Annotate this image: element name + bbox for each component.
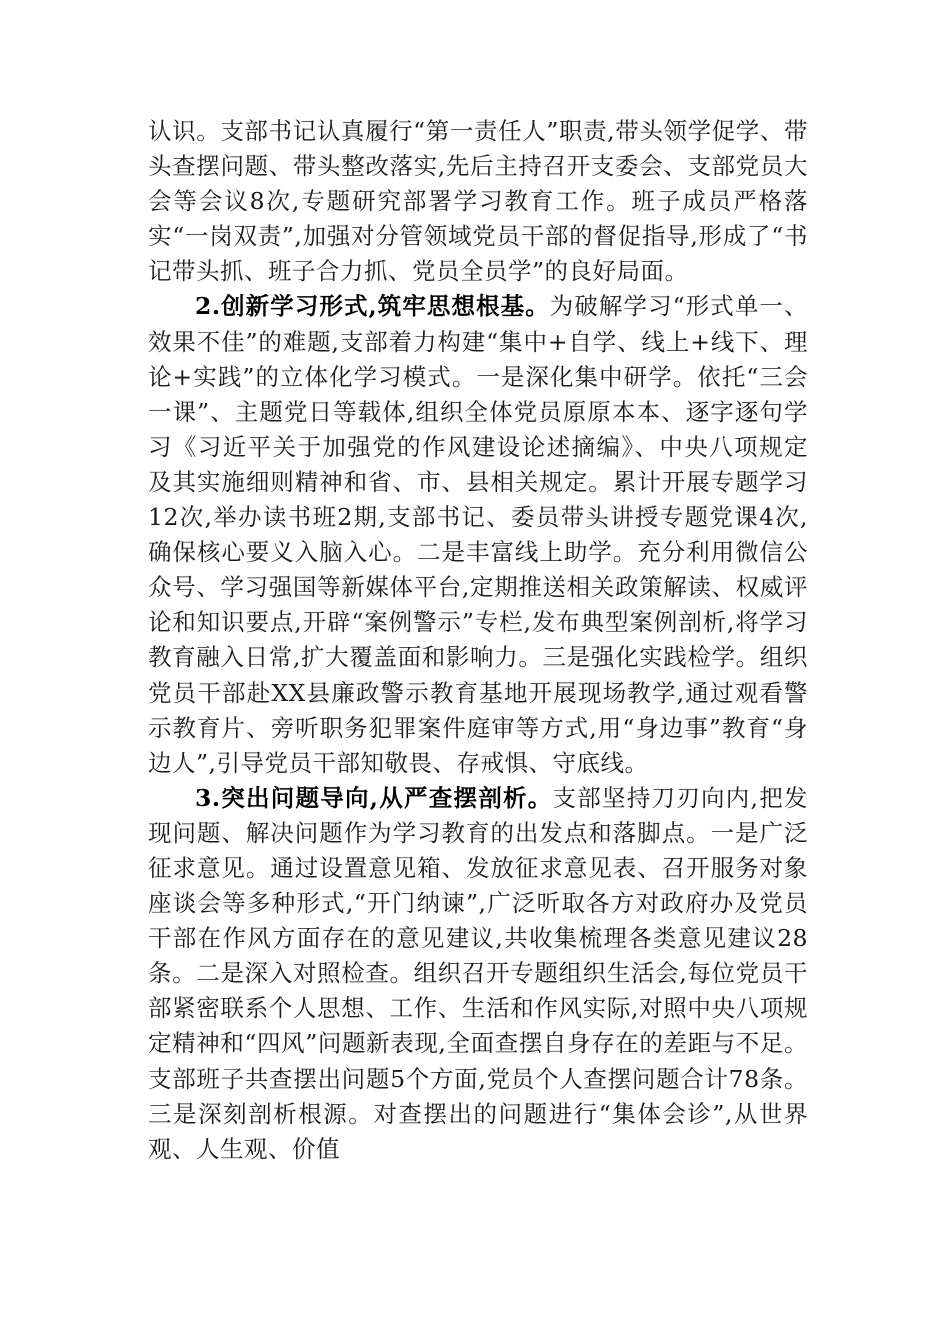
paragraph-text: 为破解学习“形式单一、效果不佳”的难题,支部着力构建“集中+自学、线上+线下、理论+实践”的立体化学习模式。一是深化集中研学。依托“三会一课”、主题党日等载体,组织全体党员原原本本、逐字逐句学习《习近平关于加强党的作风建设论述摘编》、中央八项规定及其实施细则精神和省、市、县相关规定。累计开展专题学习12次,举办读书班2期,支部书记、委员带头讲授专题党课4次,确保核心要义入脑入心。二是丰富线上助学。充分利用微信公众号、学习强国等新媒体平台,定期推送相关政策解读、权威评论和知识要点,开辟“案例警示”专栏,发布典型案例剖析,将学习教育融入日常,扩大覆盖面和影响力。三是强化实践检学。组织党员干部赴XX县廉政警示教育基地开展现场教学,通过观看警示教育片、旁听职务犯罪案件庭审等方式,用“身边事”教育“身边人”,引导党员干部知敬畏、存戒惧、守底线。	[148, 292, 809, 777]
paragraph-innovate-learning	[148, 289, 808, 780]
paragraph-problem-oriented	[148, 781, 808, 1167]
document-body	[148, 114, 808, 1167]
paragraph-continuation	[148, 114, 808, 289]
paragraph-heading: 3.突出问题导向,从严查摆剖析。	[195, 783, 553, 812]
paragraph-heading: 2.创新学习形式,筑牢思想根基。	[195, 292, 550, 321]
paragraph-text: 支部坚持刀刃向内,把发现问题、解决问题作为学习教育的出发点和落脚点。一是广泛征求意见。通过设置意见箱、发放征求意见表、召开服务对象座谈会等多种形式,“开门纳谏”,广泛听取各方对政府办及党员干部在作风方面存在的意见建议,共收集梳理各类意见建议28条。二是深入对照检查。组织召开专题组织生活会,每位党员干部紧密联系个人思想、工作、生活和作风实际,对照中央八项规定精神和“四风”问题新表现,全面查摆自身存在的差距与不足。支部班子共查摆出问题5个方面,党员个人查摆问题合计78条。三是深刻剖析根源。对查摆出的问题进行“集体会诊”,从世界观、人生观、价值	[148, 783, 808, 1163]
paragraph-text: 认识。支部书记认真履行“第一责任人”职责,带头领学促学、带头查摆问题、带头整改落实,先后主持召开支委会、支部党员大会等会议8次,专题研究部署学习教育工作。班子成员严格落实“一岗双责”,加强对分管领域党员干部的督促指导,形成了“书记带头抓、班子合力抓、党员全员学”的良好局面。	[148, 117, 808, 286]
